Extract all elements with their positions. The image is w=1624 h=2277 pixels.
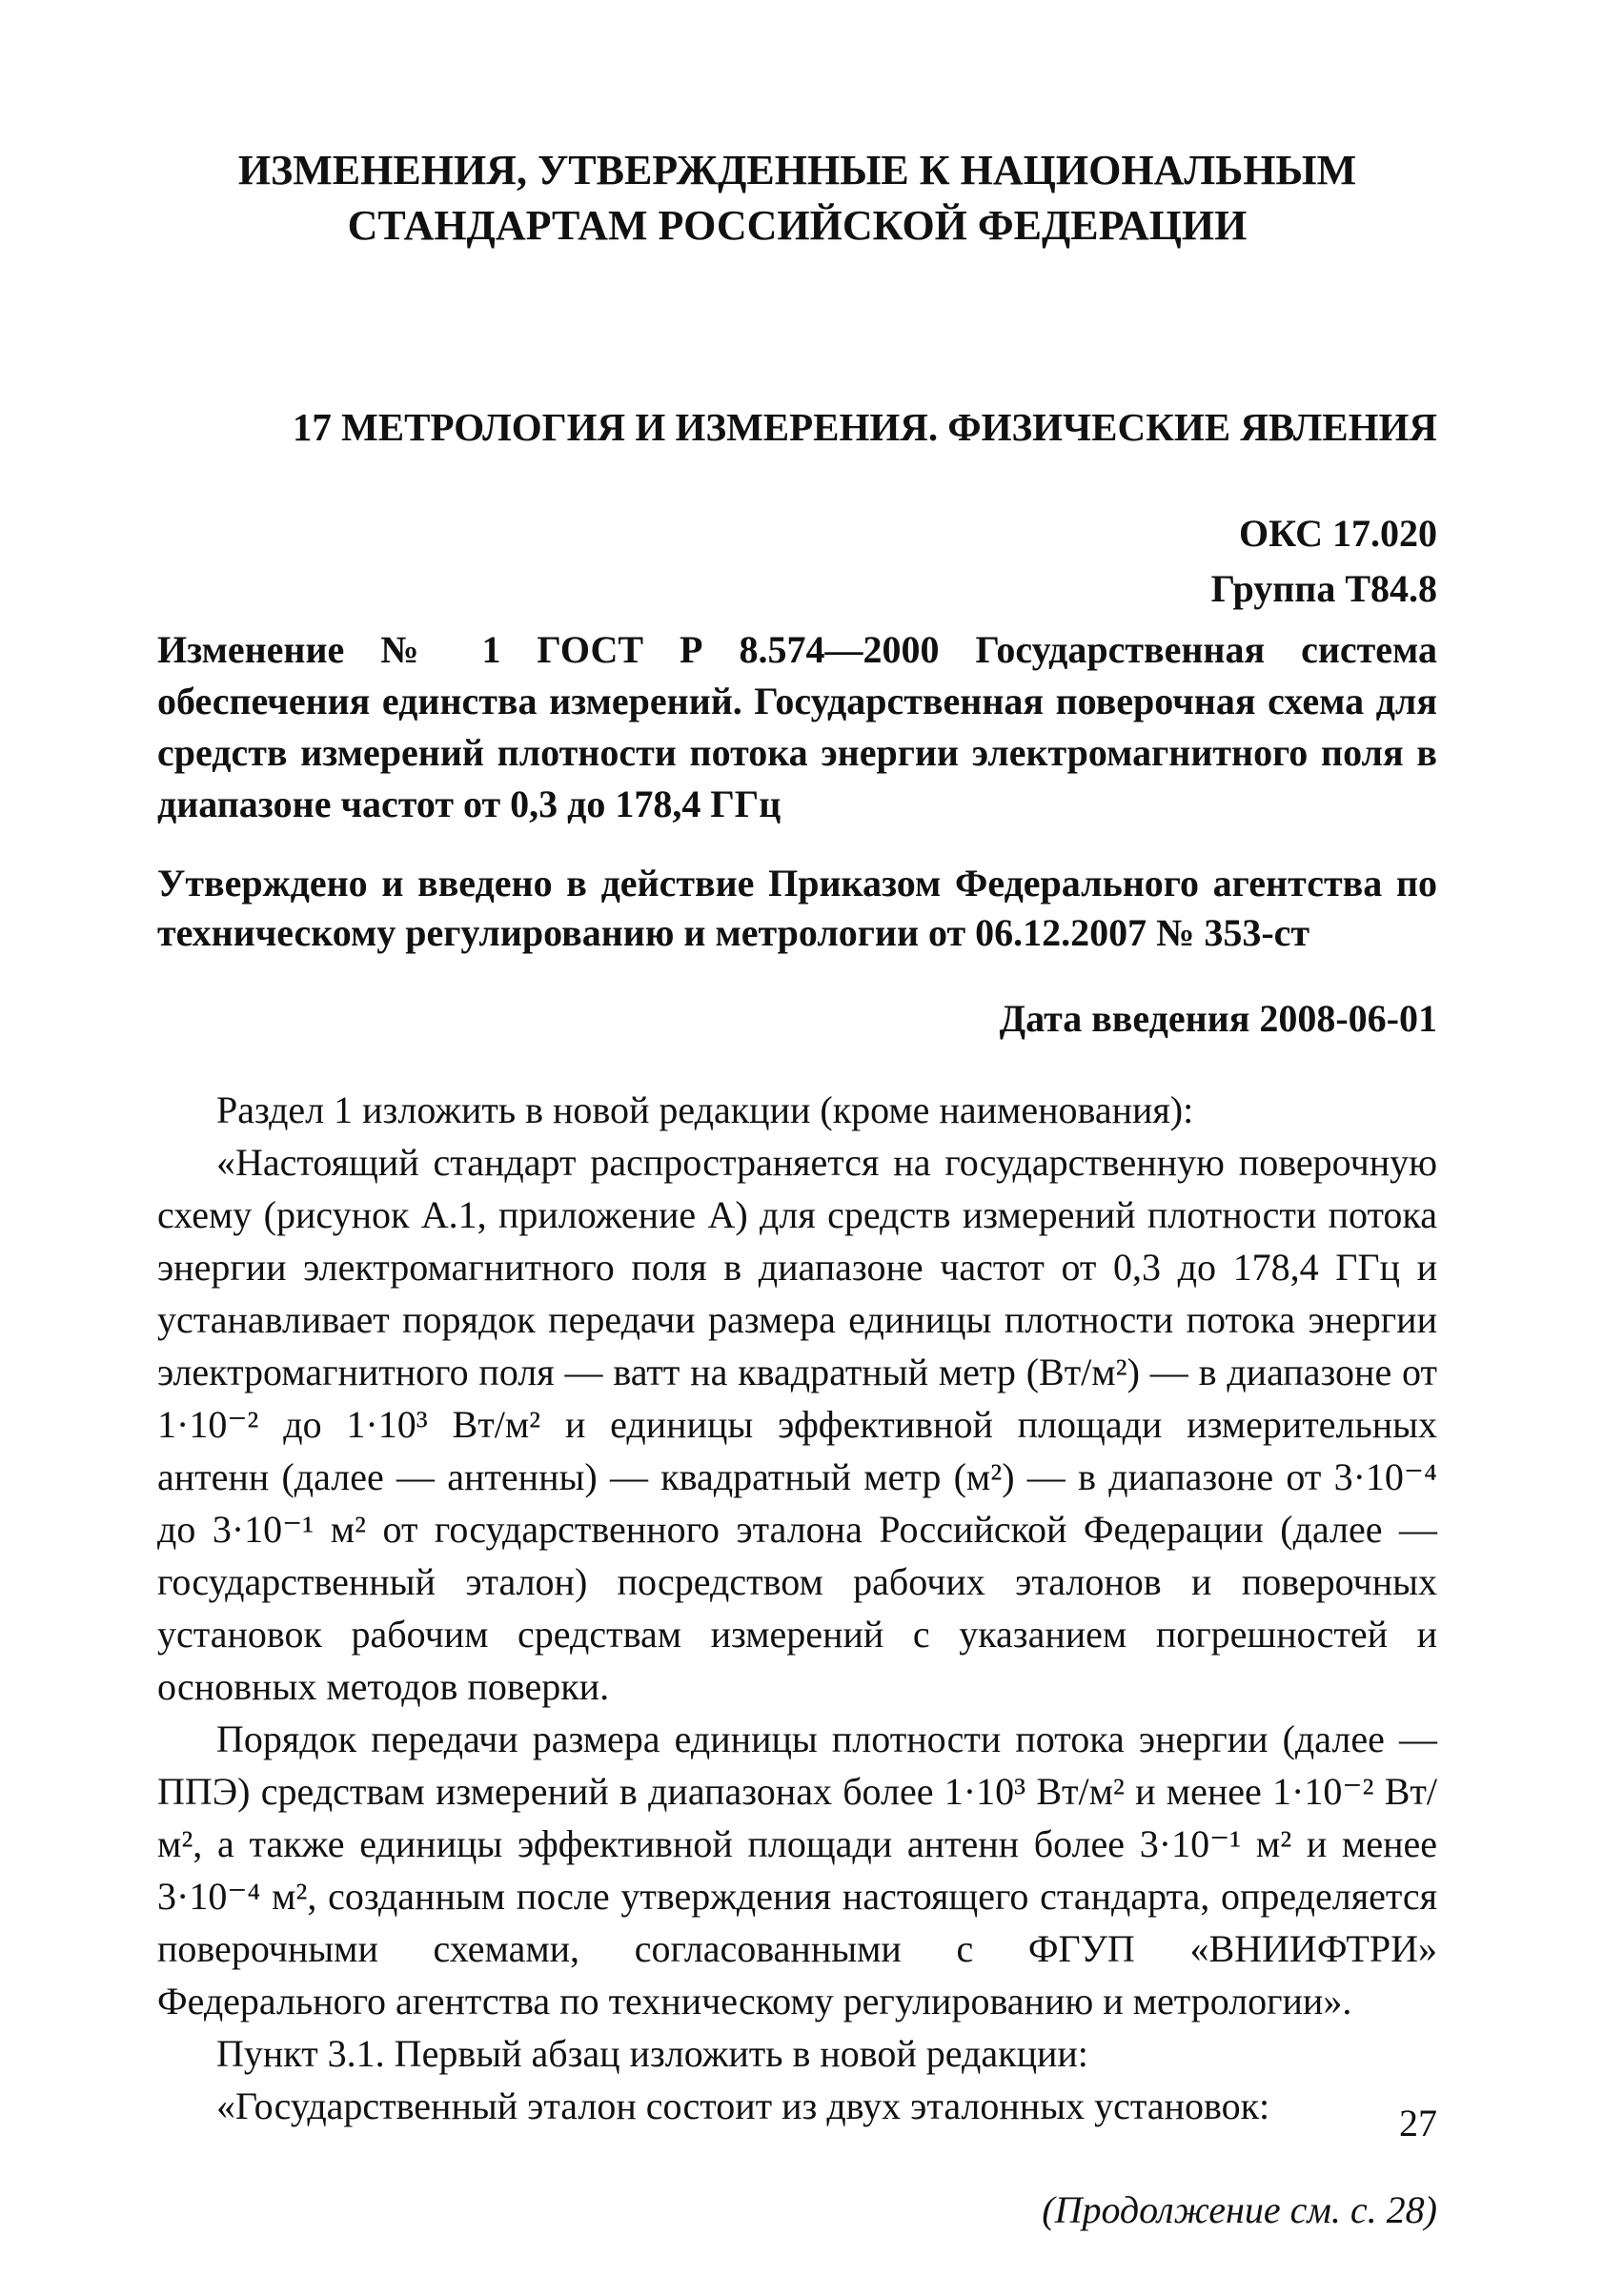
continuation-note: (Продолжение см. с. 28)	[1042, 2188, 1437, 2231]
body-text	[157, 1084, 1437, 2132]
section-title: 17 МЕТРОЛОГИЯ И ИЗМЕРЕНИЯ. ФИЗИЧЕСКИЕ ЯВЛЕНИЯ	[292, 405, 1437, 449]
paragraph: Пункт 3.1. Первый абзац изложить в новой редакции:	[216, 2032, 1088, 2075]
change-title: Изменение № 1 ГОСТ Р 8.574—2000 Государственная система обеспечения единства измерений. Государственная поверочная схема для средств измерений плотности потока энергии электромагнитного поля в диапазоне частот от 0,3 до 178,4 ГГц	[157, 628, 1437, 825]
document-heading	[157, 143, 1437, 254]
document-page	[157, 143, 1437, 2235]
paragraph: Порядок передачи размера единицы плотности потока энергии (далее — ППЭ) средствам измерений в диапазонах более 1·10³ Вт/м² и менее 1·10⁻² Вт/м², а также единицы эффективной площади антенн более 3·10⁻¹ м² и менее 3·10⁻⁴ м², созданным после утверждения настоящего стандарта, определяется поверочными схемами, согласованными с ФГУП «ВНИИФТРИ» Федерального агентства по техническому регулированию и метрологии».	[157, 1718, 1437, 2023]
heading-line-1: ИЗМЕНЕНИЯ, УТВЕРЖДЕННЫЕ К НАЦИОНАЛЬНЫМ	[237, 147, 1357, 193]
introduction-date: Дата введения 2008-06-01	[999, 997, 1437, 1040]
paragraph: «Государственный эталон состоит из двух эталонных установок:	[216, 2084, 1270, 2127]
group-code: Группа Т84.8	[1210, 567, 1437, 610]
classification-block	[157, 506, 1437, 617]
approval-statement: Утверждено и введено в действие Приказом Федерального агентства по техническому регулированию и метрологии от 06.12.2007 № 353-ст	[157, 862, 1437, 954]
paragraph: «Настоящий стандарт распространяется на государственную поверочную схему (рисунок А.1, приложение А) для средств измерений плотности потока энергии электромагнитного поля в диапазоне частот от 0,3 до 178,4 ГГц и устанавливает порядок передачи размера единицы плотности потока энергии электромагнитного поля — ватт на квадратный метр (Вт/м²) — в диапазоне от 1·10⁻² до 1·10³ Вт/м² и единицы эффективной площади измерительных антенн (далее — антенны) — квадратный метр (м²) — в диапазоне от 3·10⁻⁴ до 3·10⁻¹ м² от государственного эталона Российской Федерации (далее — государственный эталон) посредством рабочих эталонов и поверочных установок рабочим средствам измерений с указанием погрешностей и основных методов поверки.	[157, 1141, 1437, 1708]
heading-line-2: СТАНДАРТАМ РОССИЙСКОЙ ФЕДЕРАЦИИ	[347, 202, 1248, 249]
page-number: 27	[1399, 2102, 1437, 2145]
oks-code: ОКС 17.020	[1238, 512, 1437, 555]
paragraph: Раздел 1 изложить в новой редакции (кроме наименования):	[216, 1088, 1194, 1131]
